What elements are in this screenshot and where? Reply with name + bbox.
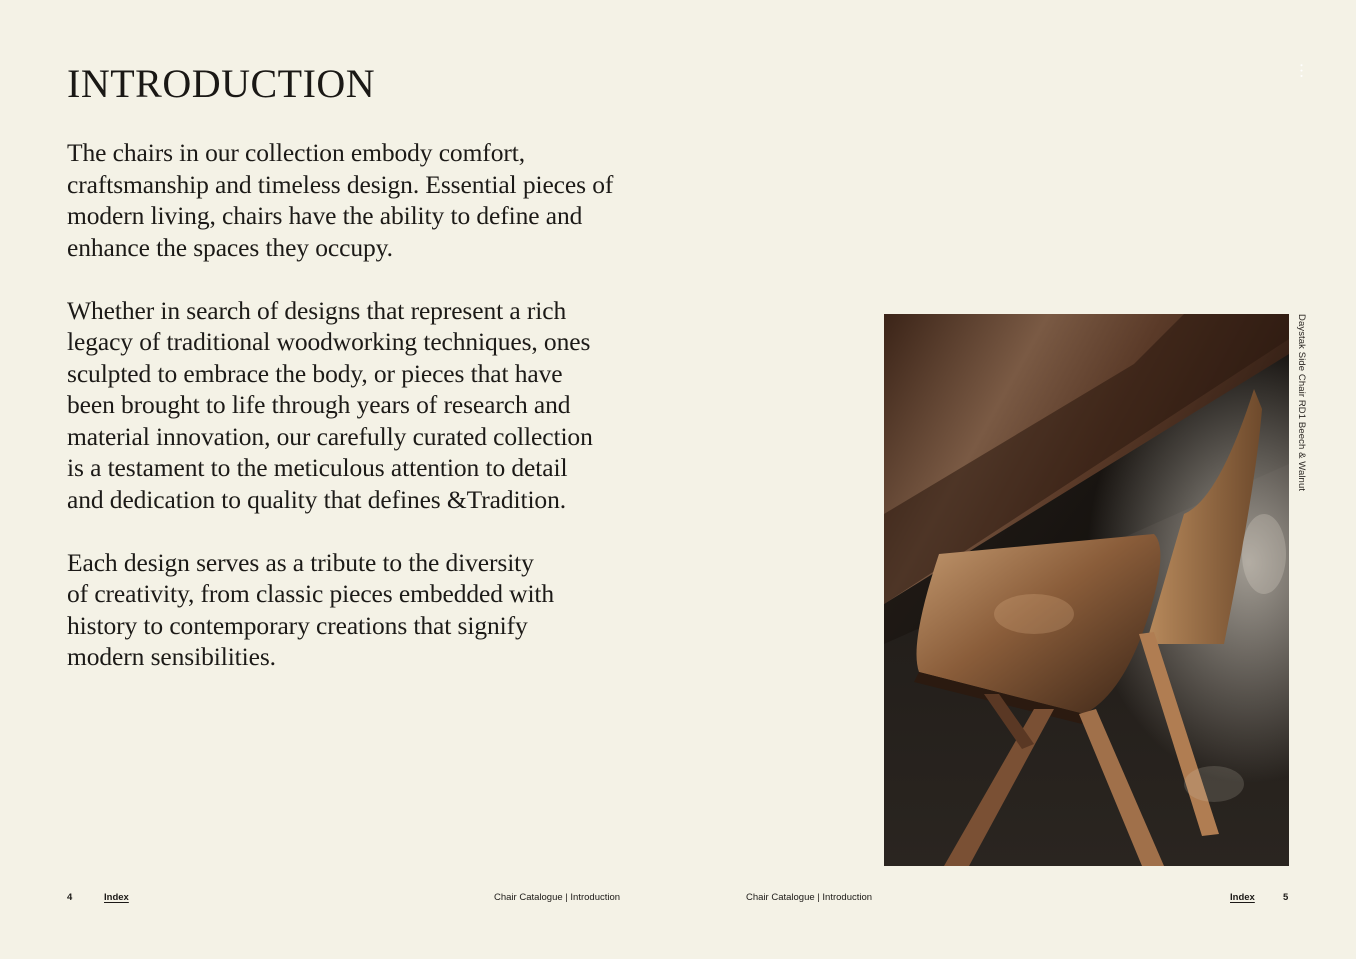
text-line: modern sensibilities.: [67, 642, 276, 671]
text-line: been brought to life through years of research and: [67, 390, 571, 419]
right-page-number: 5: [1283, 892, 1289, 903]
intro-body: [67, 137, 627, 704]
text-line: legacy of traditional woodworking techniques, ones: [67, 327, 591, 356]
text-line: The chairs in our collection embody comfort,: [67, 138, 525, 167]
left-index-link[interactable]: Index: [104, 892, 129, 903]
text-line: sculpted to embrace the body, or pieces that have: [67, 358, 563, 388]
text-line: Each design serves as a tribute to the diversity: [67, 547, 534, 577]
text-line: history to contemporary creations that signify: [67, 610, 528, 640]
text-line: enhance the spaces they occupy.: [67, 232, 393, 262]
page-title: INTRODUCTION: [67, 61, 376, 106]
page-marker: • • •: [1297, 64, 1304, 78]
text-line: Whether in search of designs that represent a rich: [67, 295, 567, 325]
left-page-number: 4: [67, 892, 73, 903]
intro-paragraph-2: [67, 295, 627, 516]
right-section-label: Chair Catalogue | Introduction: [746, 892, 873, 903]
text-line: of creativity, from classic pieces embedded with: [67, 579, 555, 608]
right-index-link[interactable]: Index: [1230, 892, 1255, 903]
text-line: and dedication to quality that defines &Tradition.: [67, 484, 567, 514]
text-line: material innovation, our carefully curated collection: [67, 421, 593, 451]
photo-caption: Daystak Side Chair RD1 Beech & Walnut: [1296, 314, 1307, 492]
intro-paragraph-3: [67, 547, 627, 673]
text-line: is a testament to the meticulous attention to detail: [67, 453, 568, 482]
chair-photo: [884, 314, 1289, 866]
text-line: modern living, chairs have the ability to define and: [67, 201, 583, 230]
left-section-label: Chair Catalogue | Introduction: [494, 892, 621, 903]
intro-paragraph-1: [67, 137, 627, 263]
text-line: craftsmanship and timeless design. Essential pieces of: [67, 169, 614, 199]
